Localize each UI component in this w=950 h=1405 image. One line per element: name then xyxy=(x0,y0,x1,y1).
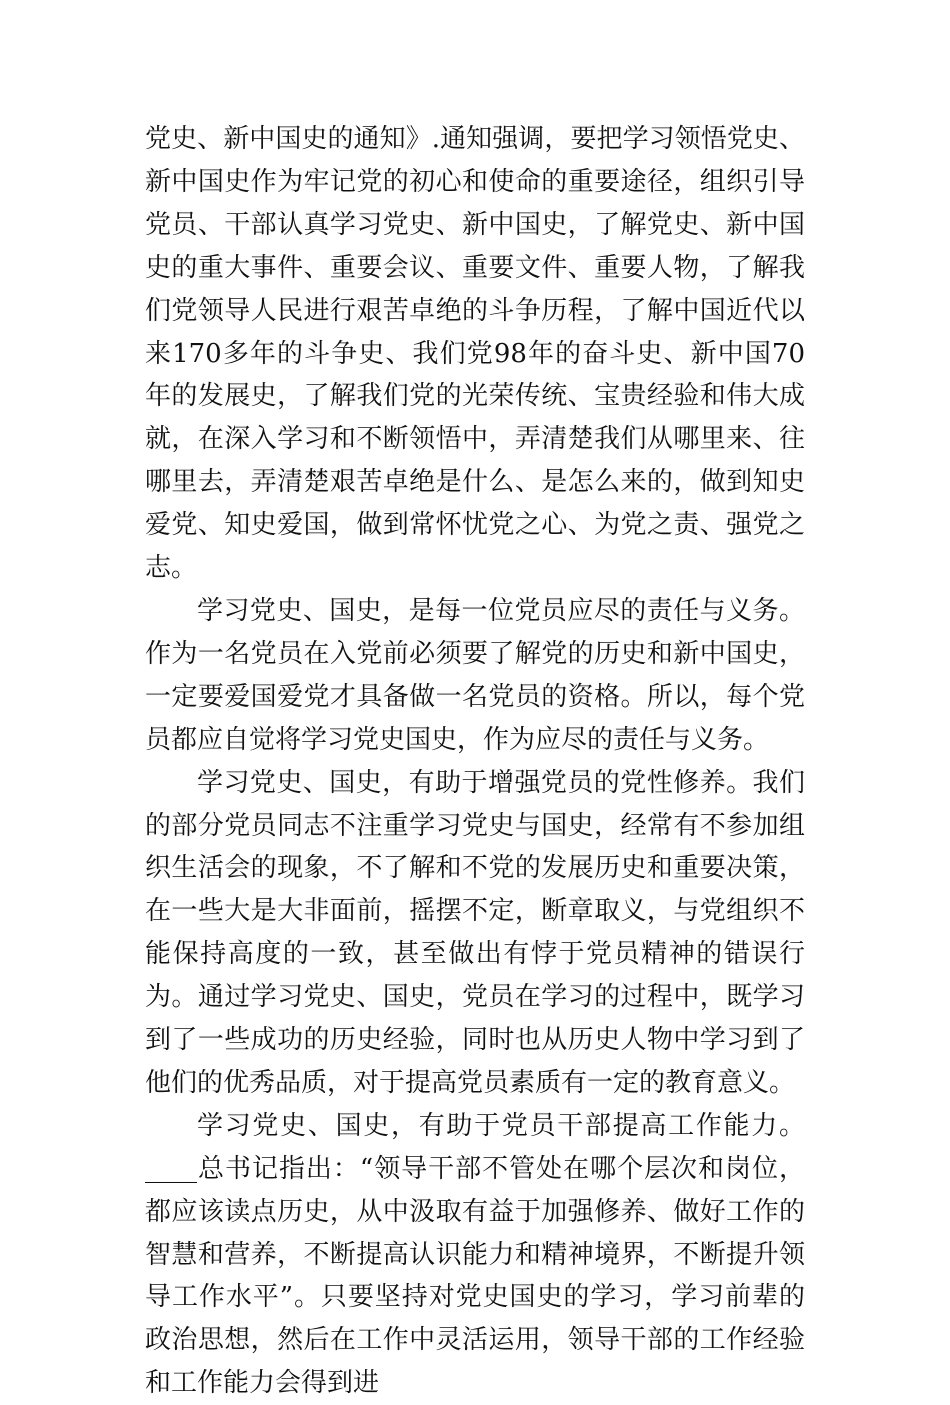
paragraph-responsibility: 学习党史、国史，是每一位党员应尽的责任与义务。作为一名党员在入党前必须要了解党的历史和新中国史，一定要爱国爱党才具备做一名党员的资格。所以，每个党员都应自觉将学习党史国史，作为应尽的责任与义务。 xyxy=(145,595,805,755)
paragraph-party-spirit: 学习党史、国史，有助于增强党员的党性修养。我们的部分党员同志不注重学习党史与国史，经常有不参加组织生活会的现象，不了解和不党的发展历史和重要决策，在一些大是大非面前，摇摆不定，断章取义，与党组织不能保持高度的一致，甚至做出有悖于党员精神的错误行为。通过学习党史、国史，党员在学习的过程中，既学习到了一些成功的历史经验，同时也从历史人物中学习到了他们的优秀品质，对于提高党员素质有一定的教育意义。 xyxy=(145,767,805,1098)
paragraph-continuation: 党史、新中国史的通知》.通知强调，要把学习领悟党史、新中国史作为牢记党的初心和使命的重要途径，组织引导党员、干部认真学习党史、新中国史，了解党史、新中国史的重大事件、重要会议、重要文件、重要人物，了解我们党领导人民进行艰苦卓绝的斗争历程，了解中国近代以来170多年的斗争史、我们党98年的奋斗史、新中国70年的发展史，了解我们党的光荣传统、宝贵经验和伟大成就，在深入学习和不断领悟中，弄清楚我们从哪里来、往哪里去，弄清楚艰苦卓绝是什么、是怎么来的，做到知史爱党、知史爱国，做到常怀忧党之心、为党之责、强党之志。 xyxy=(145,124,805,584)
document-body xyxy=(145,118,805,1405)
paragraph-work-ability: 学习党史、国史，有助于党员干部提高工作能力。____总书记指出：“领导干部不管处在哪个层次和岗位，都应该读点历史，从中汲取有益于加强修养、做好工作的智慧和营养，不断提高认识能力和精神境界，不断提升领导工作水平”。只要坚持对党史国史的学习，学习前辈的政治思想，然后在工作中灵活运用，领导干部的工作经验和工作能力会得到进 xyxy=(145,1110,805,1399)
